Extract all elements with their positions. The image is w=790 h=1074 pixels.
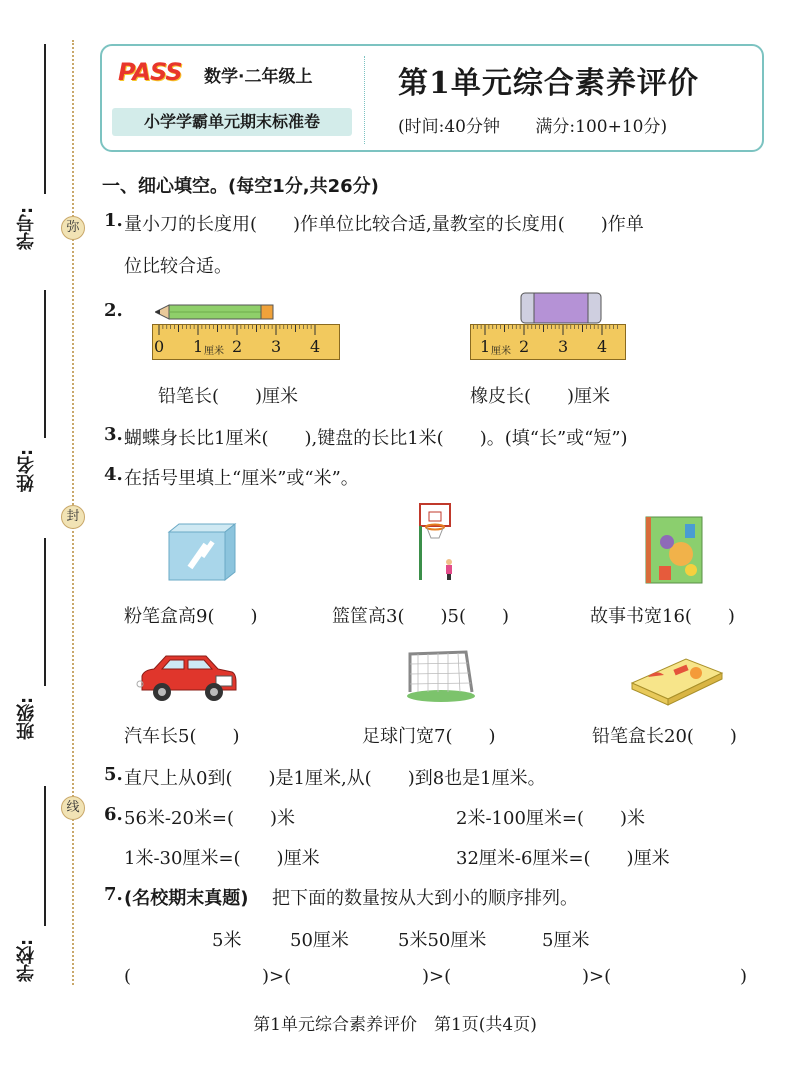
seal-feng: 封	[61, 505, 85, 529]
q7-order-gt-3: )>(	[582, 966, 612, 987]
header-divider	[364, 56, 365, 144]
name-line	[44, 290, 46, 438]
q6-number: 6.	[104, 804, 123, 825]
q5-text: 直尺上从0到( )是1厘米,从( )到8也是1厘米。	[124, 768, 546, 789]
time-limit: (时间:40分钟	[398, 117, 500, 137]
student-id-label: 学号:	[16, 206, 37, 250]
q7-order-gt-2: )>(	[422, 966, 452, 987]
q6-item-3: 1米-30厘米=( )厘米	[124, 848, 320, 869]
school-label: 学校:	[16, 938, 37, 982]
q7-order-gt-1: )>(	[262, 966, 292, 987]
ruler-pencil-tick-3: 3	[271, 337, 282, 356]
ruler-pencil-ticks	[153, 325, 339, 337]
soccer-goal-image	[404, 648, 478, 702]
q2-number: 2.	[104, 300, 123, 321]
section-1-title: 一、细心填空。(每空1分,共26分)	[102, 176, 379, 197]
q6-item-2: 2米-100厘米=( )米	[456, 808, 646, 829]
q7-value-4: 5厘米	[542, 930, 590, 951]
basketball-hoop-image	[416, 500, 468, 582]
car-item: 汽车长5( )	[124, 726, 240, 747]
ruler-pencil-tick-0: 0	[154, 337, 165, 356]
seal-xian: 线	[61, 796, 85, 820]
ruler-eraser-ticks	[471, 325, 625, 337]
q3-number: 3.	[104, 424, 123, 445]
q4-number: 4.	[104, 464, 123, 485]
q7-value-2: 50厘米	[290, 930, 349, 951]
q1-number: 1.	[104, 210, 123, 231]
ruler-eraser-unit: 厘米	[491, 346, 511, 357]
q4-text: 在括号里填上“厘米”或“米”。	[124, 468, 359, 489]
ruler-pencil-tick-1: 1	[193, 337, 204, 356]
class-label: 班级:	[16, 696, 37, 740]
page-footer: 第1单元综合素养评价 第1页(共4页)	[253, 1015, 537, 1035]
q7-value-3: 5米50厘米	[398, 930, 487, 951]
school-line	[44, 786, 46, 926]
soccer-goal-item: 足球门宽7( )	[362, 726, 496, 747]
q7-text: 把下面的数量按从大到小的顺序排列。	[272, 888, 578, 909]
exam-title: 第1单元综合素养评价	[398, 66, 699, 101]
ruler-eraser-tick-2: 2	[519, 337, 530, 356]
q3-text: 蝴蝶身长比1厘米( ),键盘的长比1米( )。(填“长”或“短”)	[124, 428, 628, 449]
full-score: 满分:100+10分)	[535, 117, 668, 137]
ruler-eraser-tick-4: 4	[597, 337, 608, 356]
eraser-image	[520, 292, 602, 324]
student-id-line	[44, 44, 46, 194]
ruler-eraser	[470, 324, 626, 360]
ruler-pencil-tick-2: 2	[232, 337, 243, 356]
eraser-length-label: 橡皮长( )厘米	[470, 386, 611, 407]
chalk-box-image	[165, 520, 239, 582]
ruler-pencil-tick-4: 4	[310, 337, 321, 356]
q7-number: 7.	[104, 884, 123, 905]
story-book-image	[645, 516, 705, 584]
exam-info	[398, 112, 667, 137]
basket-hoop-item: 篮筐高3( )5( )	[332, 606, 509, 627]
q7-source-tag: (名校期末真题)	[124, 888, 249, 909]
series-name: 小学学霸单元期末标准卷	[112, 108, 352, 136]
story-book-item: 故事书宽16( )	[590, 606, 735, 627]
name-label: 姓名:	[16, 448, 37, 492]
q5-number: 5.	[104, 764, 123, 785]
q1-line1: 量小刀的长度用( )作单位比较合适,量教室的长度用( )作单	[124, 214, 644, 235]
seal-mi: 弥	[61, 216, 85, 240]
q7-order-open: (	[124, 966, 132, 987]
pencil-length-label: 铅笔长( )厘米	[158, 386, 299, 407]
q7-value-1: 5米	[212, 930, 242, 951]
pencil-image	[155, 303, 275, 321]
q6-item-1: 56米-20米=( )米	[124, 808, 296, 829]
car-image	[136, 650, 240, 704]
q7-order-close: )	[740, 966, 748, 987]
q1-line2: 位比较合适。	[124, 256, 232, 277]
pencil-case-item: 铅笔盒长20( )	[592, 726, 737, 747]
chalk-box-item: 粉笔盒高9( )	[124, 606, 258, 627]
exam-header	[100, 44, 764, 152]
pass-logo: PASS	[118, 58, 182, 86]
subject-grade: 数学·二年级上	[204, 67, 313, 87]
pencil-case-image	[630, 655, 724, 707]
q6-item-4: 32厘米-6厘米=( )厘米	[456, 848, 670, 869]
class-line	[44, 538, 46, 686]
ruler-eraser-tick-1: 1	[480, 337, 491, 356]
ruler-pencil-unit: 厘米	[204, 346, 224, 357]
ruler-pencil	[152, 324, 340, 360]
ruler-eraser-tick-3: 3	[558, 337, 569, 356]
